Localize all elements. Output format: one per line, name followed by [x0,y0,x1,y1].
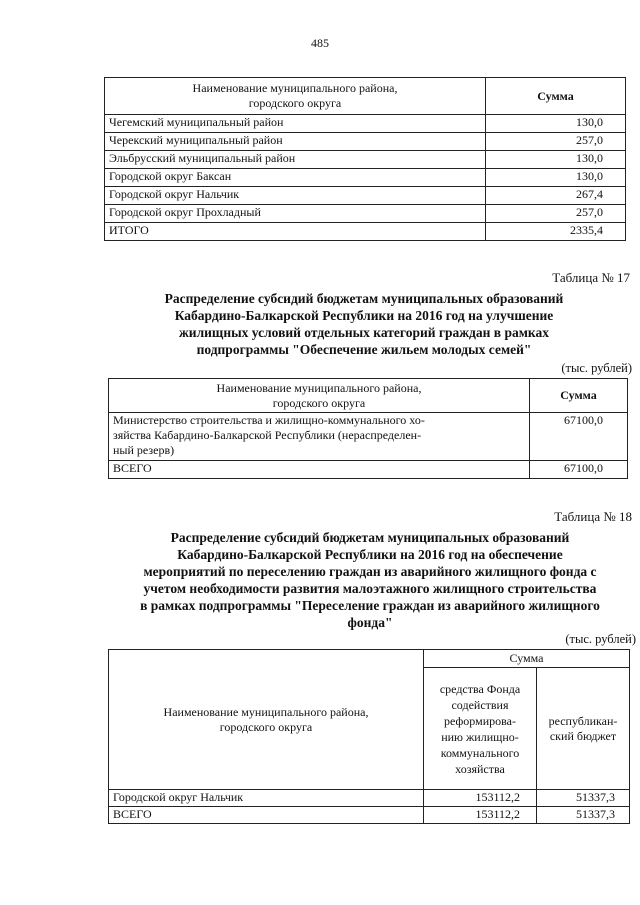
table-17-title: Распределение субсидий бюджетам муниципальных образований Кабардино-Балкарской Республики на 2016 год на улучшение жилищных условий отдельных категорий граждан в рамках подпрограммы "Обеспечение жильем молодых семей" [164,291,564,357]
page-number: 485 [311,36,329,50]
table-17 [108,378,628,479]
row-value: 130,0 [486,151,626,169]
row-name: Эльбрусский муниципальный район [105,151,486,169]
table-row [109,790,630,807]
table-17-unit: (тыс. рублей) [561,361,632,375]
row-name: Городской округ Нальчик [109,790,424,807]
row-value-republic: 51337,3 [537,790,630,807]
column-header-republic: республикан- ский бюджет [537,668,630,790]
total-row [109,461,628,479]
table-18-unit: (тыс. рублей) [565,632,636,646]
table-row [105,205,626,223]
table-18-label: Таблица № 18 [554,509,632,524]
row-value: 257,0 [486,133,626,151]
row-value: 67100,0 [530,413,628,461]
total-value-fund: 153112,2 [424,807,537,824]
table-row [105,115,626,133]
column-header-name: Наименование муниципального района, городского округа [105,78,486,115]
table-18-title: Распределение субсидий бюджетам муниципальных образований Кабардино-Балкарской Республики на 2016 год на обеспечение мероприятий по переселению граждан из аварийного жилищного фонда с учетом необходимости развития малоэтажного жилищного строительства в рамках подпрограммы "Переселение граждан из аварийного жилищного фонда" [140,530,600,630]
column-header-fund: средства Фонда содействия реформирова- нию жилищно- коммунального хозяйства [424,668,537,790]
table-row [109,413,628,461]
column-header-sum: Сумма [530,379,628,413]
row-name: Черекский муниципальный район [105,133,486,151]
row-value: 267,4 [486,187,626,205]
table-16-continuation [104,77,626,241]
row-name: Чегемский муниципальный район [105,115,486,133]
total-value: 67100,0 [530,461,628,479]
table-row [105,151,626,169]
table-row [105,133,626,151]
total-row [109,807,630,824]
row-value: 130,0 [486,115,626,133]
row-name: Городской округ Нальчик [105,187,486,205]
total-label: ВСЕГО [109,461,530,479]
total-label: ИТОГО [105,223,486,241]
total-label: ВСЕГО [109,807,424,824]
total-value-republic: 51337,3 [537,807,630,824]
column-header-sum: Сумма [486,78,626,115]
table-row [105,169,626,187]
row-name: Городской округ Баксан [105,169,486,187]
total-row [105,223,626,241]
column-header-sum: Сумма [424,650,630,668]
row-name: Министерство строительства и жилищно-коммунального хо- зяйства Кабардино-Балкарской Республики (нераспределен- ный резерв) [109,413,530,461]
table-header-row [105,78,626,115]
column-header-name: Наименование муниципального района, городского округа [109,650,424,790]
table-17-label: Таблица № 17 [552,270,630,285]
row-value: 257,0 [486,205,626,223]
row-value-fund: 153112,2 [424,790,537,807]
row-name: Городской округ Прохладный [105,205,486,223]
total-value: 2335,4 [486,223,626,241]
row-value: 130,0 [486,169,626,187]
table-header-row [109,650,630,668]
column-header-name: Наименование муниципального района, городского округа [109,379,530,413]
table-header-row [109,379,628,413]
table-row [105,187,626,205]
table-18 [108,649,630,824]
